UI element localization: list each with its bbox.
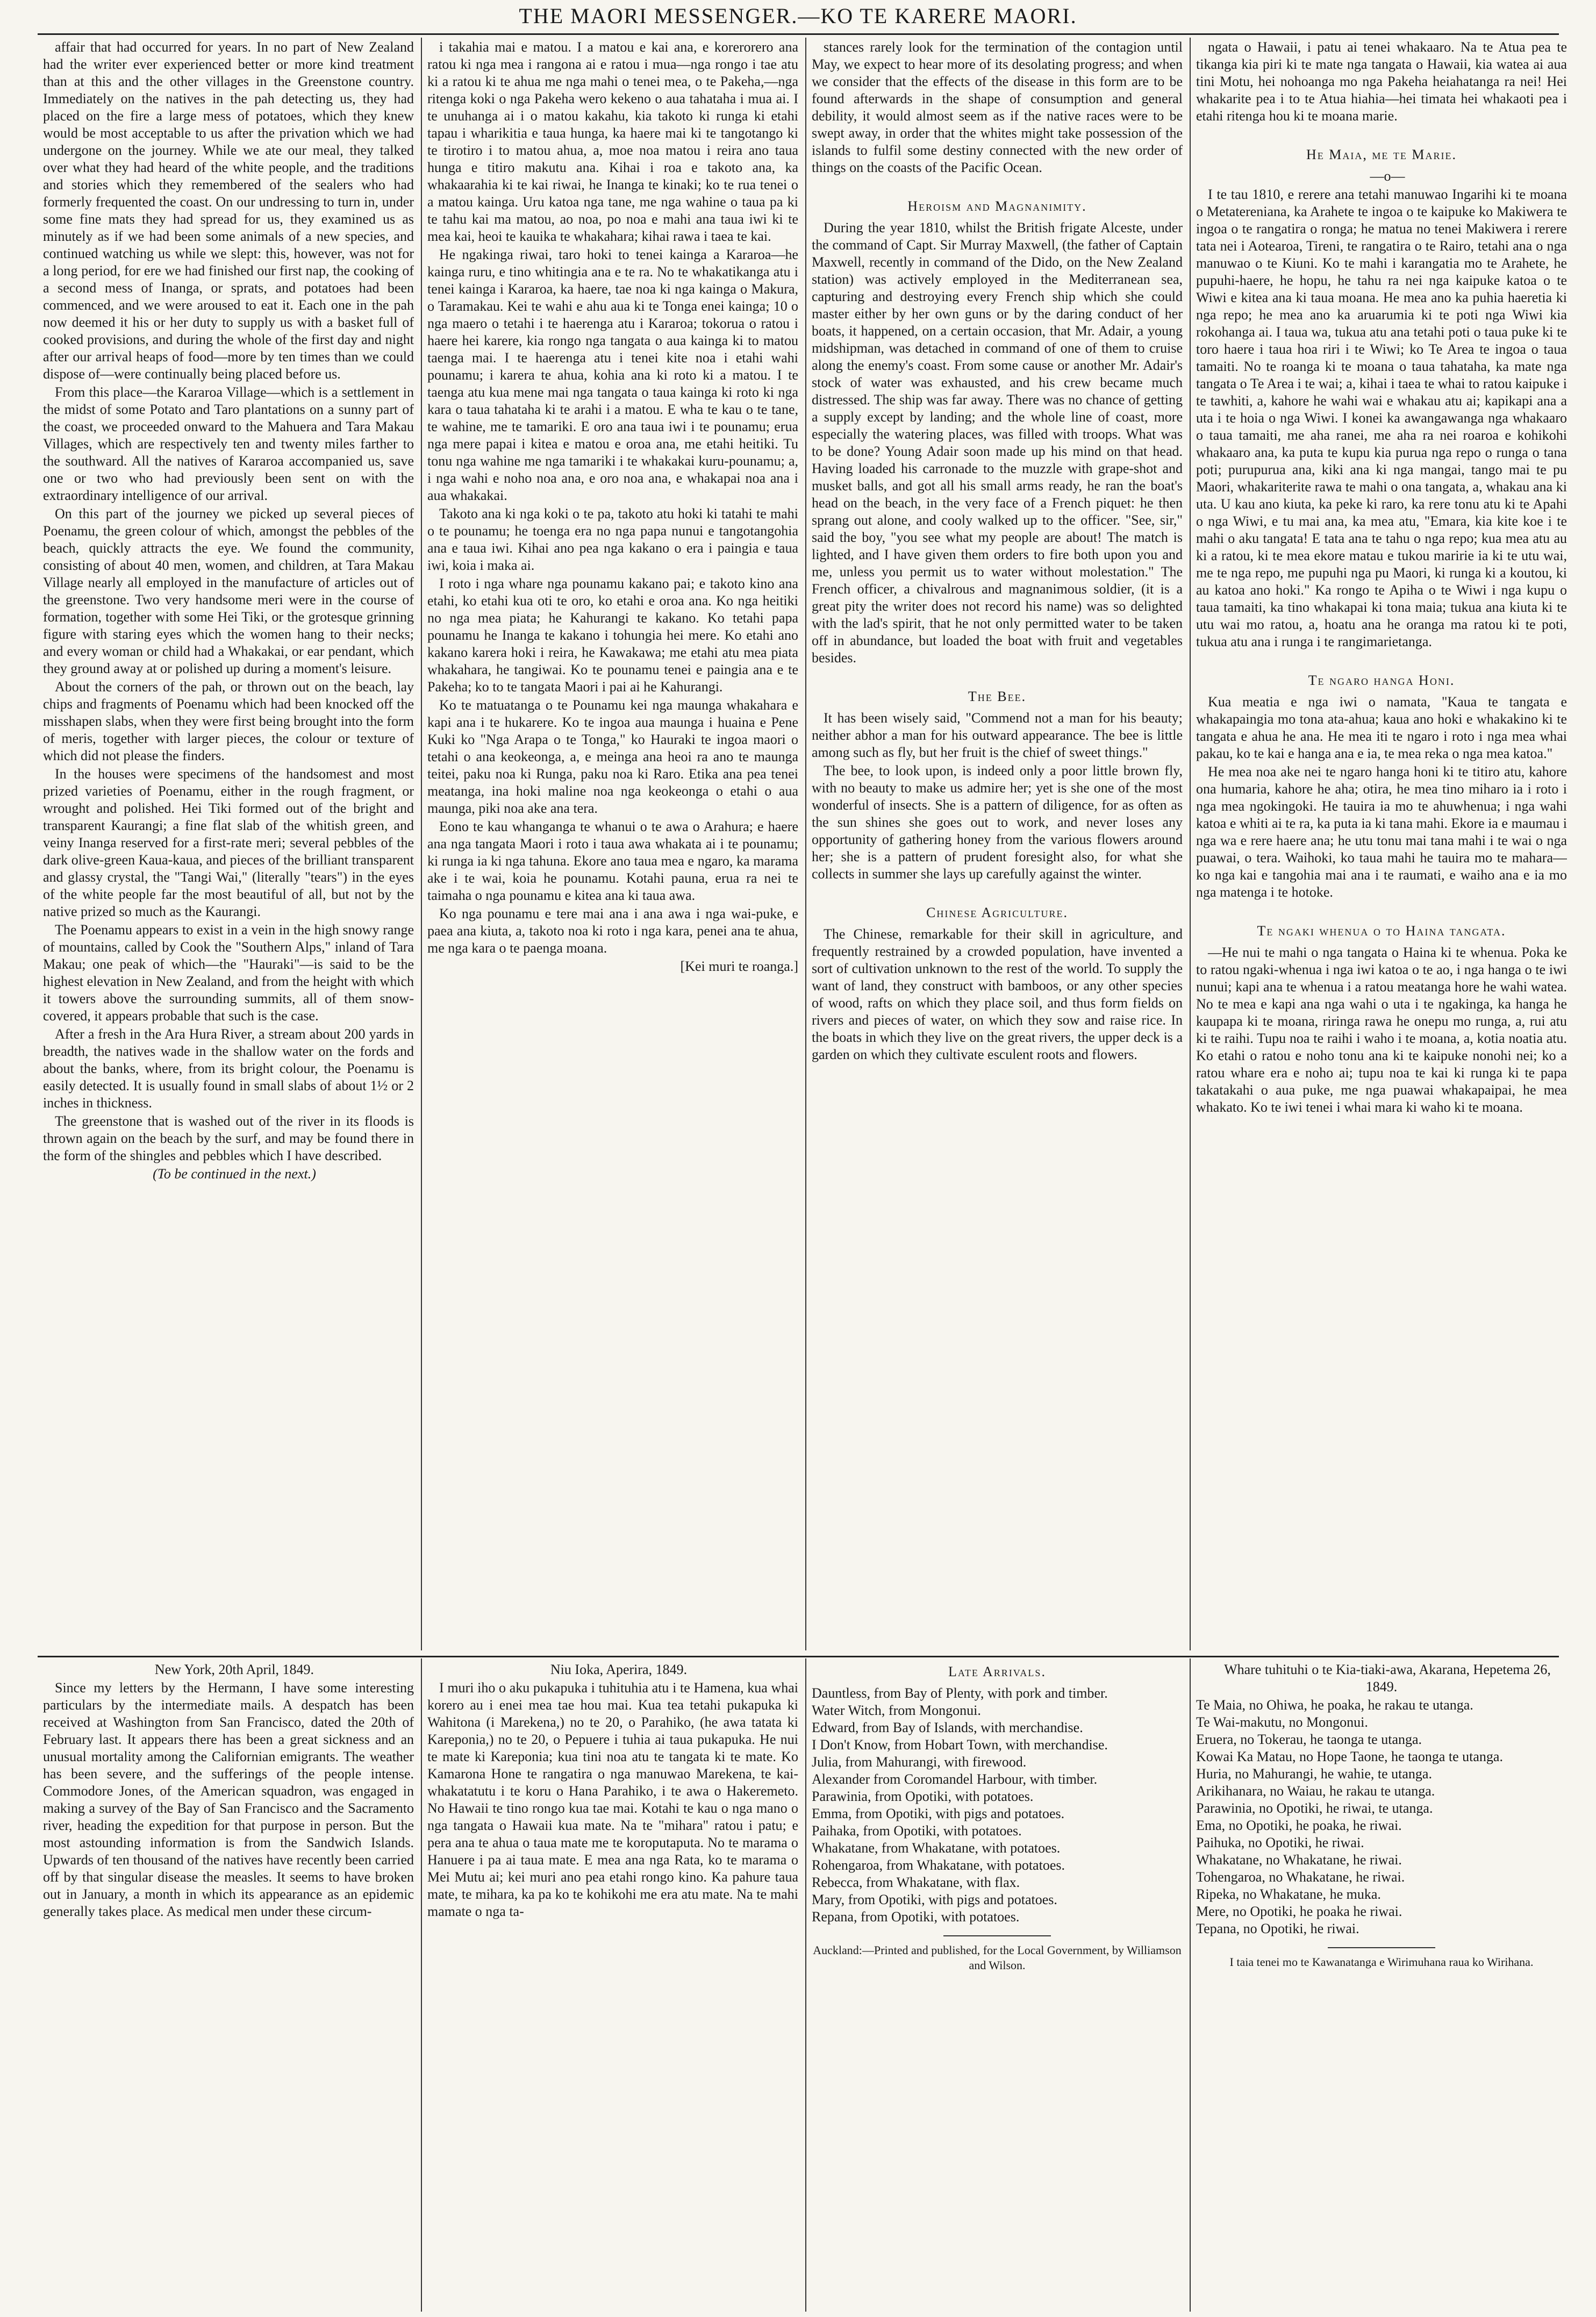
masthead: THE MAORI MESSENGER.—KO TE KARERE MAORI. [519, 4, 1077, 28]
list-item: Water Witch, from Mongonui. [812, 1703, 981, 1718]
list-item: Paihuka, no Opotiki, he riwai. [1196, 1835, 1364, 1850]
column-rule [1190, 38, 1191, 1650]
column-1 [43, 39, 414, 1651]
list-item: Te Wai-makutu, no Mongonui. [1196, 1714, 1368, 1730]
column-rule [421, 38, 422, 1650]
paragraph: The Poenamu appears to exist in a vein in the high snowy range of mountains, called by Cook the "Southern Alps," inland of Tara Makau; one peak of which—the "Hauraki"—is said to be the highest elevation in New Zealand, and from the height with which it towers above the surrounding summits, all of them snow-covered, it appears probable that such is the case. [43, 922, 414, 1024]
paragraph: Takoto ana ki nga koki o te pa, takoto atu hoki ki tatahi te mahi o te pounamu; he toenga era no nga papa nunui e tangotangohia ana e taua iwi. Kihai ano pea nga kakano o era i paingia e taua iwi, koia i maka ai. [427, 506, 798, 573]
arrivals-list-maori [1196, 1697, 1567, 1937]
article-heading: The Bee. [968, 689, 1027, 704]
paragraph: I te tau 1810, e rerere ana tetahi manuwao Ingarihi ki te moana o Metatereniana, ka Arahete te ingoa o te kaipuke ko Makiwera te ingoa o te rangatira o ronga; he matua no tenei Makiwera i rerere tata nei i Aotearoa, Tireni, te rangatira o te Rairo, tetahi ana o nga manuwao o te Kiuni. Ko te mahi i karangatia mo te Arahete, he pupuhi-haere, he hopu, he tahu ra nei nga kaipuke katoa o te Wiwi e kitea ana ki taua moana. He mea ano ka puhia haeretia ki nga repo; he mea ano ka aruarumia ki te poti nga Wiwi kia rokohanga ai. I taua wa, tukua atu ana tetahi poti o taua puke ki te toro haere i taua hoa riri i te Wiwi; ko Te Area te ingoa o taua tamaiti. No te roanga ki te moana o taua tahataha, ka mate nga tangata o Te Area i te wai; a, kihai i taea te whai to ratou kaipuke i te tawhiti, a, kahore he wahi wai e whakau atu ai; kapikapi ana a uta i te hoia o nga Wiwi. I konei ka awangawanga nga whakaaro o taua tamaiti, me aha ranei, me aha ra nei roaroa e kohikohi whakaaro ana, ka puta te kupu kia purua nga repo o runga o tana poti; purupurua ana, kiki ana ki nga mangai, tango mai te pu Maori, whakariterite rawa te mahi o ona tangata, a, whakau ana ki uta. U kau ano kiuta, ka peke ki raro, ka rere tonu atu ki te Apahi o nga Wiwi, e tu mai ana, ka mea atu, "Emara, kia kite koe i te mahi o aku tangata! E tata ana te tahu o nga repo; kua mea atu au ki a ratou, ki te mea ekore matau e tukou maririe ia ki te utu wai, me te nga repo, me pupuhi nga pu Maori, ki runga ki a koutou, ki au katoa ano hoki." Ka rongo te Apiha o te Wiwi i nga kupu o taua tamaiti, ka tino whakapai ki tona maia; tukua ana kiuta ki te utu wai mo ratou, a, hoatu ana he oranga ma ratou ki te poti, tukua atu ana i runga i te rangimarietanga. [1196, 187, 1567, 649]
column-2 [427, 39, 798, 1651]
column-rule [805, 38, 806, 1650]
paragraph: The bee, to look upon, is indeed only a poor little brown fly, with no beauty to make us admire her; yet is she one of the most wonderful of insects. She is a pattern of diligence, for as often as the sun shines she goes out to work, and never loses any opportunity of gathering honey from the various flowers around her; she is a pattern of prudent foresight also, for what she collects in summer she lays up carefully against the winter. [812, 763, 1183, 882]
article-heading: Chinese Agriculture. [926, 905, 1069, 920]
news-text: Since my letters by the Hermann, I have some interesting particulars by the intermediate mails. A despatch has been received at Washington from San Francisco, dated the 20th of February last. It appears there has been a great sickness and an unusual mortality among the Californian emigrants. The weather has been severe, and the sufferings of the people intense. Commodore Jones, of the American squadron, was engaged in making a survey of the Bay of San Francisco and the Sacramento river, heading the expedition for that purpose in person. But the most astounding information is from the Sandwich Islands. Upwards of ten thousand of the natives have recently been carried off by that singular disease the measles. It seems to have broken out in January, a month in which its appearance as an epidemic generally takes place. As medical men under these circum- [43, 1680, 414, 1919]
list-item: Mere, no Opotiki, he poaka he riwai. [1196, 1904, 1402, 1919]
paragraph: Eono te kau whanganga te whanui o te awa o Arahura; e haere ana nga tangata Maori i roto i taua awa whakata ai i te pounamu; ki runga ia ki nga tahuna. Ekore ano taua mea e ngaro, ka marama ake i te wai, koia he pounamu. Kotahi pauna, erua ra nei te taimaha o nga pounamu e kitea ana ki taua awa. [427, 819, 798, 903]
list-item: Kowai Ka Matau, no Hope Taone, he taonga te utanga. [1196, 1749, 1503, 1764]
list-item: Edward, from Bay of Islands, with merchandise. [812, 1720, 1083, 1735]
paragraph: He mea noa ake nei te ngaro hanga honi ki te titiro atu, kahore ona humaria, kahore he aha; otira, he mea tino miharo ia i roto i nga mea ngokingoki. He tauira ia mo te ahuwhenua; i nga wahi katoa e whiti ai te ra, ka puta ia ki tana mahi. Ekore ia e maumau i nga wa e rere haere ana; he utu tonu mai tana mahi i te wai o nga puawai, o tera. Waihoki, ko taua mahi he tauira mo te mahara—ko nga kai e tangohia mai ana i te raumati, e waiho ana e ia mo nga matenga i te hotoke. [1196, 764, 1567, 900]
masthead-rule [38, 33, 1559, 35]
paragraph: About the corners of the pah, or thrown out on the beach, lay chips and fragments of Poenamu which had been knocked off the misshapen slabs, when they were first being brought into the form of meris, together with larger pieces, the colour or texture of which did not please the finders. [43, 679, 414, 763]
divider [1328, 1947, 1435, 1948]
list-item: Parawinia, no Opotiki, he riwai, te utanga. [1196, 1800, 1433, 1816]
list-item: Mary, from Opotiki, with pigs and potatoes. [812, 1892, 1057, 1907]
paragraph: Ko te matuatanga o te Pounamu kei nga maunga whakahara e kapi ana i te hukarere. Ko te ingoa aua maunga i huaina e Pene Kuki ko "Nga Arapa o te Tonga," ko Hauraki te ingoa maori o tetahi o ana keokeonga, a, e meinga ana heoi ra ano te maunga teitei, paku noa ki Runga, paku noa ki Raro. Etika ana pea tenei meatanga, ina hoki maline noa nga keokeonga o etahi o aua maunga, piki noa ake ana tera. [427, 697, 798, 816]
note: —o— [1370, 168, 1405, 184]
paragraph: Kua meatia e nga iwi o namata, "Kaua te tangata e whakapaingia mo tona ata-ahua; kaua ano hoki e whakakino ki te tangata e ahua he ana. He mea iti te ngaro i roto i nga mea whai pakau, ko te kai e hanga ana e ia, te mea reka o nga mea katoa." [1196, 694, 1567, 761]
paragraph: I roto i nga whare nga pounamu kakano pai; e takoto kino ana etahi, ko etahi kua oti te oro, ko etahi e oroa ana. Ko nga heitiki no nga mea piata; he Kahurangi te kakano. Ko tetahi papa pounamu he Inanga te kakano i tohungia hei mere. Ko etahi ano kakano karera hoki i reira, he Kawakawa; me etahi atu mea piata whakahara, he tangiwai. Ko te pounamu tenei e paingia ana e te Pakeha; ko to te tangata Maori i pai ai he Kahurangi. [427, 576, 798, 695]
list-item: Julia, from Mahurangi, with firewood. [812, 1754, 1027, 1770]
paragraph: From this place—the Kararoa Village—which is a settlement in the midst of some Potato and Taro plantations on a sunny part of the coast, we proceeded onward to the Mahuera and Tara Makau Villages, which are respectively ten and twenty miles farther to the southward. All the natives of Kararoa accompanied us, save one or two who had previously been sent on with the extraordinary intelligence of our arrival. [43, 384, 414, 503]
list-item: Parawinia, from Opotiki, with potatoes. [812, 1789, 1034, 1804]
list-item: Whakatane, no Whakatane, he riwai. [1196, 1852, 1402, 1868]
paragraph: It has been wisely said, "Commend not a man for his beauty; neither abhor a man for his outward appearance. The bee is little among such as fly, but her fruit is the chief of sweet things." [812, 710, 1183, 760]
dateline: New York, 20th April, 1849. [154, 1662, 314, 1677]
news-new-york [43, 1661, 414, 2312]
list-item: Alexander from Coromandel Harbour, with timber. [812, 1771, 1098, 1787]
imprint: Auckland:—Printed and published, for the Local Government, by Williamson and Wilson. [813, 1943, 1182, 1972]
article-heading: Heroism and Magnanimity. [907, 198, 1087, 214]
list-item: Paihaka, from Opotiki, with potatoes. [812, 1823, 1022, 1839]
late-arrivals [812, 1661, 1183, 2312]
article-heading: Te ngaki whenua o to Haina tangata. [1257, 923, 1506, 939]
list-item: Arikihanara, no Waiau, he rakau te utanga. [1196, 1783, 1435, 1799]
list-item: Eruera, no Tokerau, he taonga te utanga. [1196, 1732, 1422, 1747]
divider [943, 1935, 1051, 1936]
paragraph: i takahia mai e matou. I a matou e kai ana, e korerorero ana ratou ki nga mea i rangona ai e ratou i mua—nga rongo i tae atu ki a ratou ki te ahua me nga mahi o tenei mea, o te Pakeha,—nga ritenga koki o nga Pakeha wero kekeno o aua tahataha i mua ai. I te unuhanga ai i o matou kakahu, kia takoto ki runga ki etahi tapau i wharikitia e taua hunga, ka haere mai ki te tangotango ki te tirotiro i to matou ahua, a, moe noa matou i reira ano taua hunga e titiro makutu ana. Kihai i roa e takoto ana, ka whakaarahia ki te kai riwai, he Inanga te kinaki; ko te rua tenei o a matou kainga. Uru katoa nga tane, me nga wahine o taua pa ki te tahu kai ma matou, ao noa, po noa e mahi ana taua iwi ki te mea kai, heoi te kauika te whakahara; kihai rawa i taea te kai. [427, 39, 798, 244]
paragraph: The greenstone that is washed out of the river in its floods is thrown again on the beach by the surf, and may be found there in the form of the shingles and pebbles which I have described. [43, 1113, 414, 1163]
paragraph: affair that had occurred for years. In no part of New Zealand had the writer ever experienced better or more kind treatment than at this and the other villages in the Greenstone country. Immediately on the natives in the pah detecting us, they had placed on the fire a large mess of potatoes, which they knew would be most acceptable to us after the privation which we had undergone on the journey. While we ate our meal, they talked over what they had heard of the white people, and the traditions and stories which they remembered of the sealers who had formerly frequented the coast. On our undressing to turn in, under some fine mats they had spread for us, they examined us as minutely as if we had been some animals of a new species, and continued watching us while we slept: this, however, was not for a long period, for ere we had finished our first nap, the cooking of a second mess of Inanga, or sprats, and potatoes had been commenced, and we were aroused to eat it. Each one in the pah now deemed it his or her duty to supply us with a basket full of cooked provisions, and during the whole of the first day and night after our arrival heaps of food—more by ten times than we could dispose of—were continually being placed before us. [43, 39, 414, 382]
paragraph: —He nui te mahi o nga tangata o Haina ki te whenua. Poka ke to ratou ngaki-whenua i nga iwi katoa o te ao, i nga hanga o te iwi nunui; kapi ana te whenua i a ratou meatanga hore he wahi watea. No te mea e kapi ana nga wahi o uta i te ngakinga, ka hanga he kaupapa ki te moana, riringa rawa he onepu mo runga, a, rui atu ki te raihi. Tupu noa te raihi i waho i te moana, a, kotia noatia atu. Ko etahi o ratou e noho tonu ana ki te kaipuke nonohi nei; ko a ratou whare era e noho ai; tupu noa te kai ki runga ki te papa takatakahi o aua puke, me nga puawai whakapaipai, he mea whakato. Ko te iwi tenei i whai mara ki waho ki te moana. [1196, 945, 1567, 1115]
list-item: Emma, from Opotiki, with pigs and potatoes. [812, 1806, 1065, 1821]
column-3 [812, 39, 1183, 1651]
paragraph: On this part of the journey we picked up several pieces of Poenamu, the green colour of which, amongst the pebbles of the beach, quickly attracts the eye. We found the community, consisting of about 40 men, women, and children, at Tara Makau Village nearly all employed in the manufacture of articles out of the greenstone. Two very handsome meri were in the course of formation, together with some Hei Tiki, or the grotesque grinning figure with staring eyes which the women hang to their necks; and every woman or child had a Whakakai, or ear pendant, which they ground away at or polished up during a moment's leisure. [43, 506, 414, 676]
arrivals-heading-maori: Whare tuhituhi o te Kia-tiaki-awa, Akarana, Hepetema 26, 1849. [1224, 1662, 1551, 1694]
list-item: Huria, no Mahurangi, he wahie, te utanga. [1196, 1766, 1432, 1782]
imprint-maori: I taia tenei mo te Kawanatanga e Wirimuhana raua ko Wirihana. [1229, 1955, 1534, 1969]
paragraph: He ngakinga riwai, taro hoki to tenei kainga a Kararoa—he kainga ruru, e tino whitingia ana e te ra. No te whakatikanga atu i tenei kainga i Kararoa, ka haere, tae noa ki nga kainga o Makura, o Taramakau. Kei te wahi e ahu aua ki te Tonga enei kainga; 10 o nga maero o tetahi i te haerenga atu i Kararoa; tokorua o ratou i haere hei karere, kia rongo nga tangata o aua kainga ki to matou taenga mai. I te haerenga atu i tenei kite noa i etahi wahi pounamu; i karera te ahua, kohia ana ki roto ki a matou. I te taenga atu kua mene mai nga tangata o taua kainga ki roto ki nga kara o taua tahataha ki te arahi i a matou. E wha te kau o te tane, te wahine, me te tamariki. E oro ana taua iwi i te pounamu; erua nga mere papai i kitea e matou e oroa ana, me etahi heitiki. Tu tonu nga wahine me nga tamariki i te whakakai kuru-pounamu; a, i nga wahi e noho noa ana, e oro noa ana, e whakapai noa ana i aua whakakai. [427, 247, 798, 503]
paragraph: ngata o Hawaii, i patu ai tenei whakaaro. Na te Atua pea te tikanga kia piri ki te mate nga tangata o Hawaii, kia watea ai aua tini Motu, hei nohoanga mo nga Pakeha heiahatanga ra nei! Hei whakarite pea i to te Atua hiahia—hei timata hei whakaoti pea i etahi ritenga hou ki te moana marie. [1196, 39, 1567, 124]
paragraph: The Chinese, remarkable for their skill in agriculture, and frequently restrained by a crowded population, have invented a sort of cultivation unknown to the rest of the world. To supply the want of land, they construct with bamboos, or any other species of wood, rafts on which they place soil, and thus form fields on rivers and pieces of water, on which they sow and raise rice. In the boats in which they live on the great rivers, the upper deck is a garden on which they cultivate esculent roots and flowers. [812, 926, 1183, 1062]
column-rule [1190, 1658, 1191, 2312]
section-rule [38, 1656, 1559, 1657]
list-item: Tohengaroa, no Whakatane, he riwai. [1196, 1869, 1405, 1885]
list-item: Ripeka, no Whakatane, he muka. [1196, 1886, 1381, 1902]
list-item: Tepana, no Opotiki, he riwai. [1196, 1921, 1359, 1936]
news-niu-ioka [427, 1661, 798, 2312]
column-rule [805, 1658, 806, 2312]
paragraph: Ko nga pounamu e tere mai ana i ana awa i nga wai-puke, e paea ana kiuta, a, takoto noa ki roto i nga kara, penei ana te ahua, me nga kara o te paenga moana. [427, 906, 798, 956]
arrivals-maori [1196, 1661, 1567, 2312]
list-item: Ema, no Opotiki, he poaka, he riwai. [1196, 1818, 1402, 1833]
list-item: Te Maia, no Ohiwa, he poaka, he rakau te utanga. [1196, 1697, 1473, 1713]
paragraph: During the year 1810, whilst the British frigate Alceste, under the command of Capt. Sir Murray Maxwell, (the father of Captain Maxwell, recently in command of the Dido, on the New Zealand station) was actively employed in the Mediterranean sea, capturing and destroying every French ship which she could master either by her own guns or by the daring conduct of her boats, it happened, on a certain occasion, that Mr. Adair, a young midshipman, was detached in command of one of them to cruise along the enemy's coast. From some cause or another Mr. Adair's stock of water was exhausted, and his crew became much distressed. The ship was far away. There was no chance of getting a supply except by landing; and the whole line of coast, more especially the watering places, was filled with troops. What was to be done? Young Adair soon made up his mind on that head. Having loaded his carronade to the muzzle with grape-shot and musket balls, and got all his small arms ready, he ran the boat's head on the beach, in the very face of a French piquet: he then sprang out alone, and cooly walked up to the officer. "See, sir," said the boy, "you see what my people are about! The match is lighted, and I have given them orders to fire both upon you and me, unless you permit us to water without molestation." The French officer, a chivalrous and magnanimous soldier, (it is a great pity the writer does not record his name) was so delighted with the lad's spirit, that he not only permitted water to be taken off in abundance, but loaded the boat with fruit and vegetables besides. [812, 220, 1183, 666]
list-item: Rohengaroa, from Whakatane, with potatoes. [812, 1857, 1065, 1873]
column-4 [1196, 39, 1567, 1651]
paragraph: stances rarely look for the termination of the contagion until May, we expect to hear more of its desolating progress; and when we consider that the effects of the disease in this form are to be found afterwards in the shape of consumption and general debility, it would almost seem as if the native races were to be swept away, in order that the whites might take possession of the islands to fulfil some destiny connected with the new order of things on the coasts of the Pacific Ocean. [812, 39, 1183, 175]
column-rule [421, 1658, 422, 2312]
arrivals-heading: Late Arrivals. [948, 1664, 1046, 1679]
note: (To be continued in the next.) [153, 1166, 316, 1182]
news-text: I muri iho o aku pukapuka i tuhituhia atu i te Hamena, kua whai korero au i enei mea tae hou mai. Kua tea tetahi pukapuka ki Wahitona (i Marekena,) no te 20, o Parahiko, (he awa tatata ki Kareponia,) no te 20, o Pepuere i tuhia ai taua pukapuka. He nui te mate ki Kareponia; kua tini noa atu te tangata ki te mate. Ko Kamarona Hone te rangatira o nga manuwao Marekena, te kai-whakatatutu i te koru o Hana Parahiko, i te awa o Hakeremeto. No Hawaii te tino rongo kua tae mai. Kotahi te kau o nga mano o nga tangata o Hawaii kua mate. Na te "mihara" ratou i patu; e pera ana te ahua o taua mate me te koroputaputa. No te marama o Hanuere i pa ai taua mate. E mea ana nga Rata, ko te marama o Mei Mutu ai; kei muri ano pea etahi rongo kino. Ka pahure taua mate, te mihara, ka pa ko te kohikohi me era atu mate. Na te mahi mamate o nga ta- [427, 1680, 798, 1919]
list-item: Repana, from Opotiki, with potatoes. [812, 1909, 1020, 1925]
dateline: Niu Ioka, Aperira, 1849. [550, 1662, 688, 1677]
list-item: Whakatane, from Whakatane, with potatoes. [812, 1840, 1061, 1856]
article-heading: He Maia, me te Marie. [1306, 147, 1457, 162]
list-item: I Don't Know, from Hobart Town, with merchandise. [812, 1737, 1108, 1753]
list-item: Dauntless, from Bay of Plenty, with pork and timber. [812, 1685, 1108, 1701]
paragraph: In the houses were specimens of the handsomest and most prized varieties of Poenamu, either in the rough fragment, or wrought and polished. Hei Tiki formed out of the bright and transparent Kaurangi; a fine flat slab of the whitish green, and veiny Inanga reserved for a first-rate meri; several pebbles of the dark olive-green Kaua-kaua, and pieces of the brilliant transparent and glassy crystal, the "Tangi Wai," (literally "tears") in the eyes of the white people far the most beautiful of all, but not by the native prized so much as the Kaurangi. [43, 766, 414, 919]
note: [Kei muri te roanga.] [680, 959, 798, 974]
arrivals-list [812, 1685, 1183, 1926]
article-heading: Te ngaro hanga Honi. [1308, 673, 1455, 688]
paragraph: After a fresh in the Ara Hura River, a stream about 200 yards in breadth, the natives wade in the shallow water on the fords and about the banks, where, from its bright colour, the Poenamu is easily detected. It is usually found in small slabs of about 1½ or 2 inches in thickness. [43, 1026, 414, 1111]
list-item: Rebecca, from Whakatane, with flax. [812, 1875, 1020, 1890]
